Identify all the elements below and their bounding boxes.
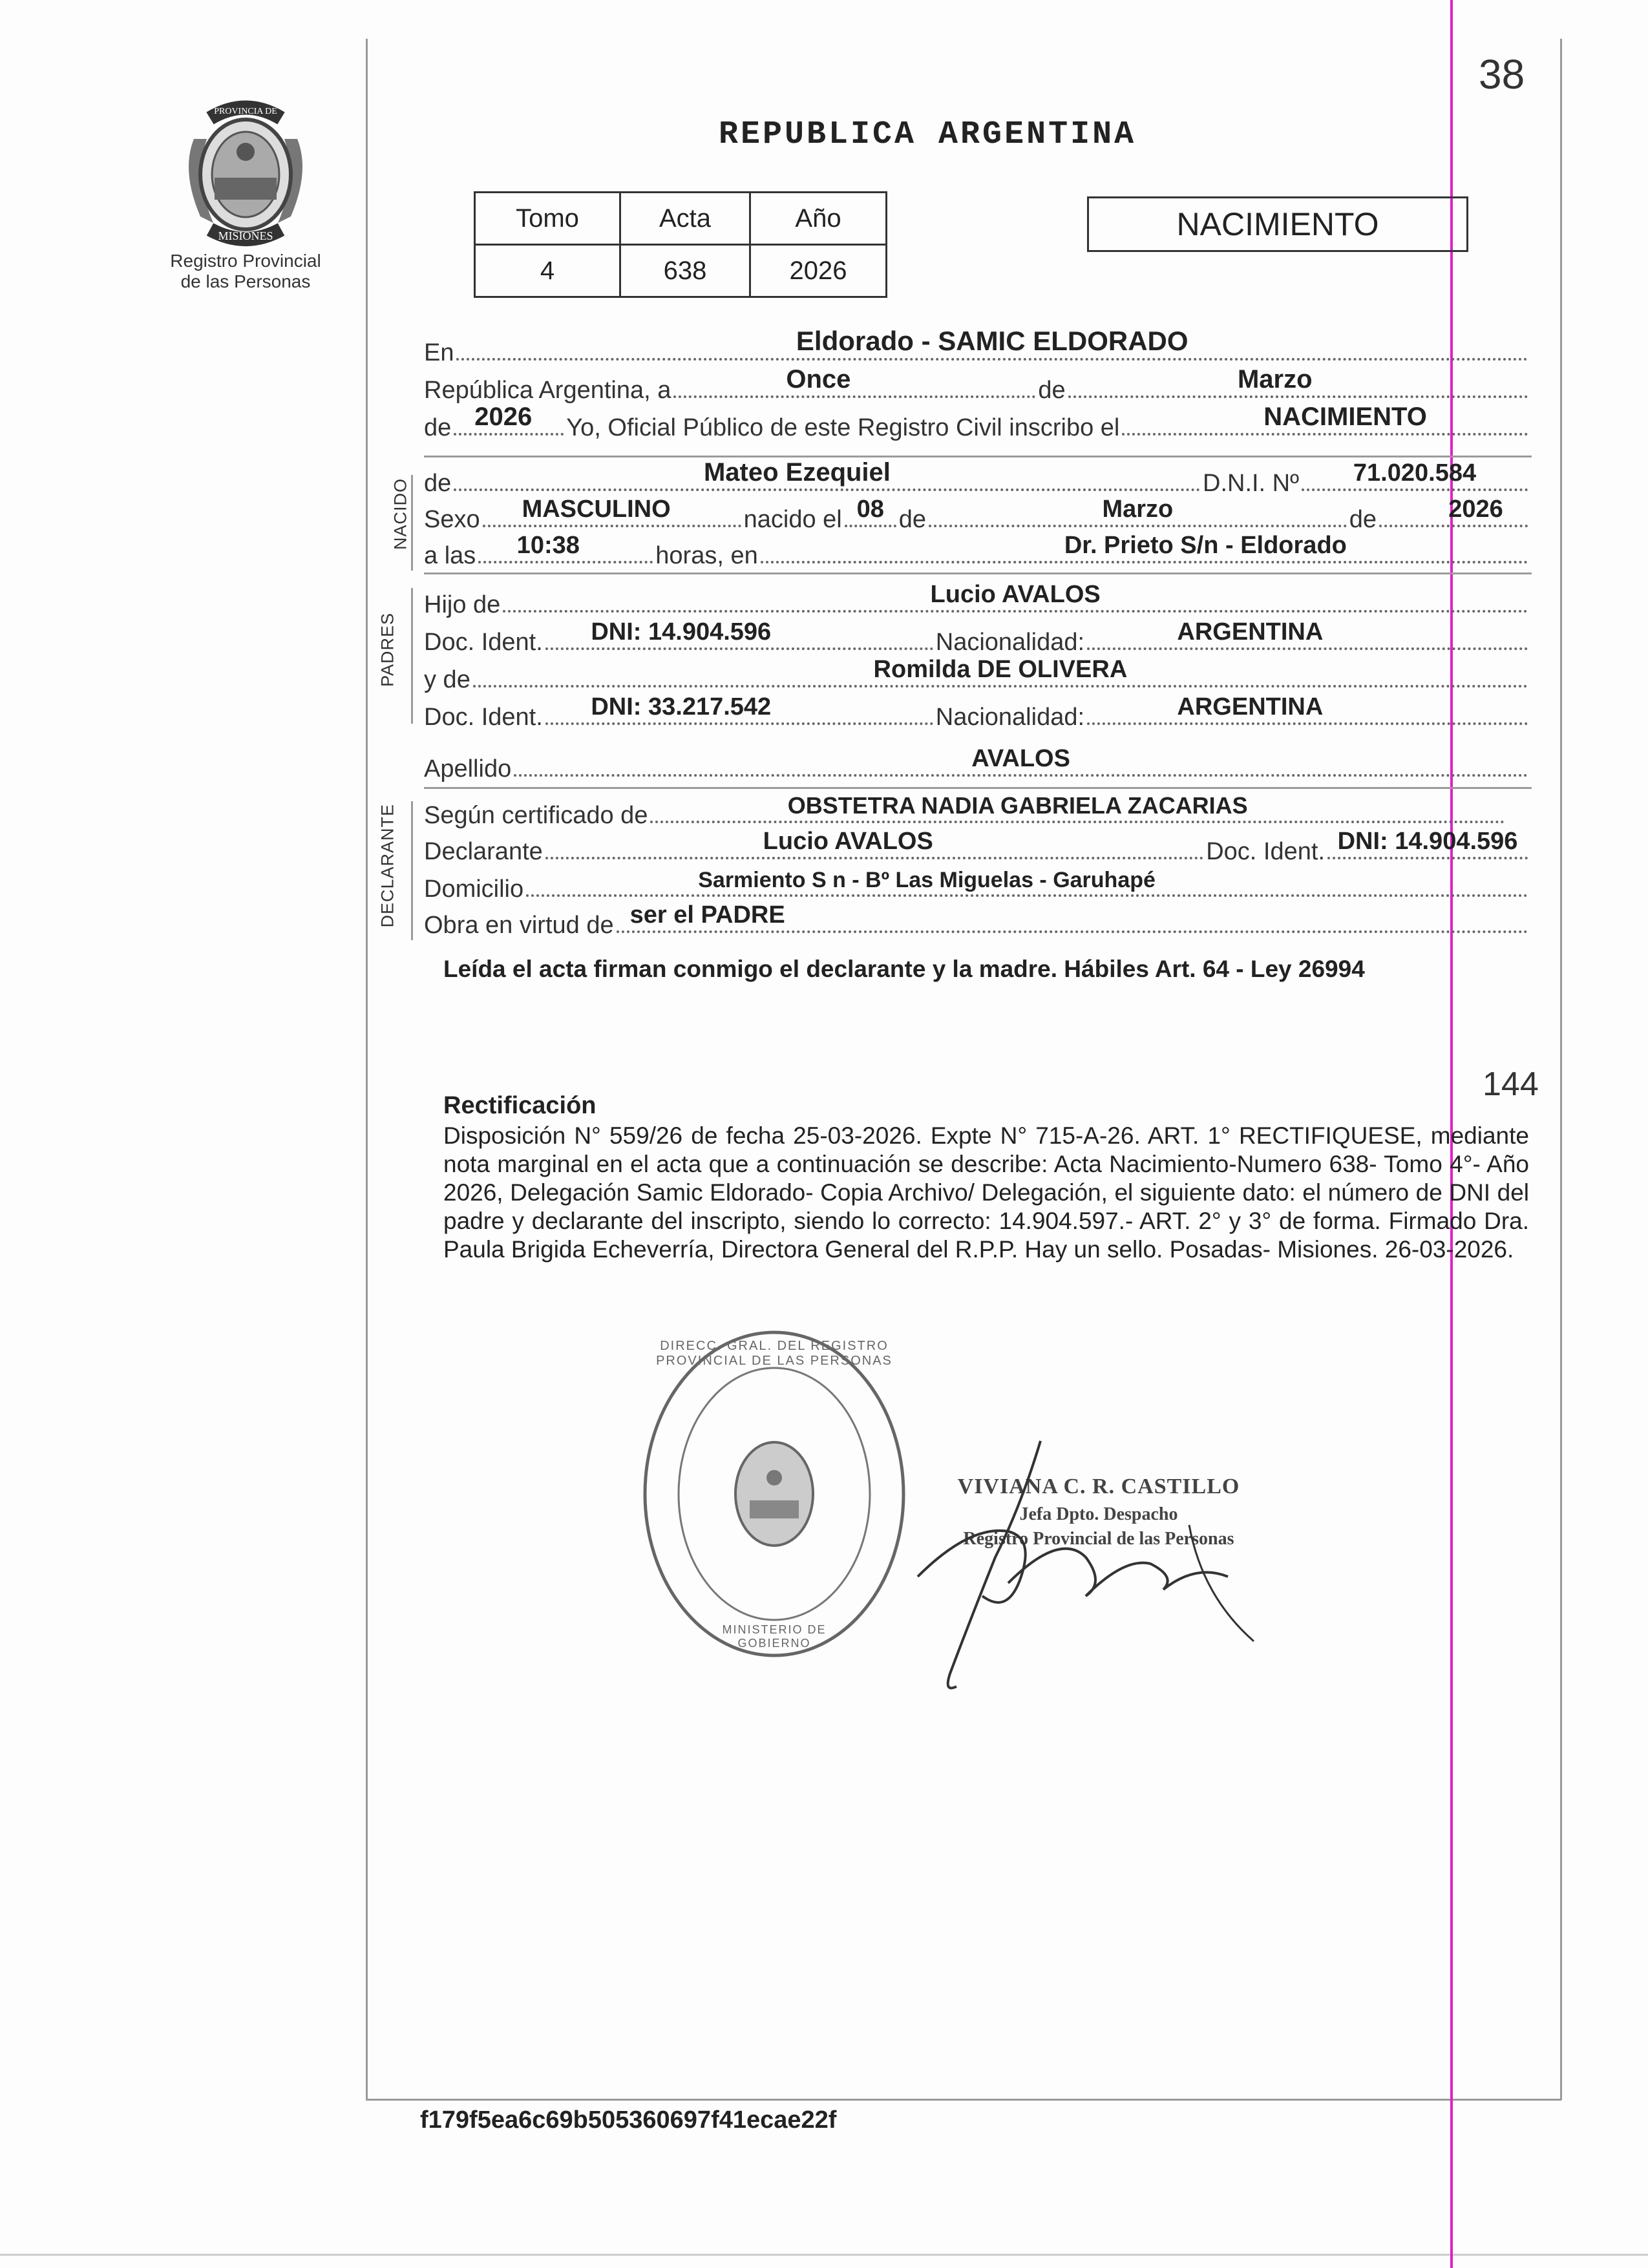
mother-nac-value: ARGENTINA — [1177, 693, 1324, 720]
obra-label: Obra en virtud de — [424, 912, 614, 939]
stamp-line1: VIVIANA C. R. CASTILLO — [957, 1475, 1240, 1498]
table-value-tomo: 4 — [475, 245, 620, 297]
birth-year-value: 2026 — [1448, 496, 1503, 523]
apellido-label: Apellido — [424, 755, 512, 782]
nacido-section-label: NACIDO — [390, 478, 410, 551]
place-value: Dr. Prieto S/n - Eldorado — [1064, 532, 1347, 559]
right-frame-line — [1560, 39, 1562, 2100]
name-value: Mateo Ezequiel — [703, 458, 891, 487]
page-bottom-edge — [0, 2254, 1648, 2256]
rectificacion-body: Disposición N° 559/26 de fecha 25-03-2026. Expte N° 715-A-26. ART. 1° RECTIFIQUESE, mediante nota marginal en el acta que a continuación se describe: Acta Nacimiento-Numero 638- Tomo 4°- Año 2026, Delegación Samic Eldorado- Copia Archivo/ Delegación, el siguiente dato: el número de DNI del padre y declarante del inscripto, siendo lo correcto: 14.904.597.- ART. 2° y 3° de forma. Firmado Dra. Paula Brigida Echeverría, Directora General del R.P.P. Hay un sello. Posadas- Misiones. 26-03-2026. — [443, 1122, 1529, 1263]
birth-day-value: 08 — [856, 496, 884, 523]
declarante-bracket — [411, 801, 413, 940]
rectificacion-title: Rectificación — [443, 1092, 597, 1119]
row-domicilio — [424, 868, 1530, 903]
mother-nac-label: Nacionalidad: — [935, 704, 1085, 731]
seal-inner-text: MINISTERIO DE GOBIERNO — [722, 1623, 827, 1650]
bottom-frame-line — [366, 2099, 1561, 2101]
en-label: En — [424, 339, 454, 366]
row-hijo-de — [424, 581, 1530, 619]
table-value-ano: 2026 — [750, 245, 887, 297]
table-header-ano: Año — [750, 193, 887, 245]
stamp-line2: Jefa Dpto. Despacho — [1019, 1504, 1178, 1524]
separator-1 — [424, 456, 1532, 457]
father-nac-value: ARGENTINA — [1177, 618, 1324, 646]
leida-text: Leída el acta firman conmigo el declarante y la madre. Hábiles Art. 64 - Ley 26994 — [443, 956, 1365, 982]
emblem-top-text: PROVINCIA DE — [214, 107, 277, 116]
row-en — [424, 326, 1530, 367]
left-frame-line — [366, 39, 368, 2100]
row-declarante — [424, 828, 1530, 866]
handwritten-signature — [892, 1428, 1280, 1699]
mother-doc-label: Doc. Ident. — [424, 704, 543, 731]
official-seal — [639, 1326, 910, 1662]
decl-doc-value: DNI: 14.904.596 — [1337, 828, 1518, 855]
alas-label: a las — [424, 542, 476, 569]
yde-label: y de — [424, 666, 470, 693]
de2-label: de — [424, 414, 452, 441]
inscribo-text: Yo, Oficial Público de este Registro Civil inscribo el — [566, 414, 1120, 441]
sexo-value: MASCULINO — [522, 496, 671, 523]
obra-value: ser el PADRE — [629, 901, 785, 929]
mother-value: Romilda DE OLIVERA — [873, 656, 1128, 683]
row-hora — [424, 532, 1530, 570]
decl-doc-label: Doc. Ident. — [1206, 838, 1325, 865]
table-value-acta: 638 — [620, 245, 750, 297]
row-sexo — [424, 496, 1530, 534]
father-nac-label: Nacionalidad: — [935, 629, 1085, 656]
row-father-doc — [424, 618, 1530, 656]
registry-table — [474, 191, 887, 298]
cert-value: OBSTETRA NADIA GABRIELA ZACARIAS — [787, 792, 1248, 819]
table-header-tomo: Tomo — [475, 193, 620, 245]
padres-section-label: PADRES — [377, 612, 397, 688]
father-doc-value: DNI: 14.904.596 — [591, 618, 772, 646]
nacido-el-label: nacido el — [743, 506, 842, 533]
padres-bracket — [411, 588, 413, 724]
page-number: 38 — [1479, 51, 1525, 98]
act-type-box: NACIMIENTO — [1087, 196, 1468, 252]
province-emblem-icon — [174, 100, 317, 249]
sexo-label: Sexo — [424, 506, 480, 533]
father-doc-label: Doc. Ident. — [424, 629, 543, 656]
nacido-de-label: de — [424, 470, 452, 497]
father-value: Lucio AVALOS — [930, 581, 1101, 608]
emblem-bottom-text: MISIONES — [218, 229, 273, 242]
logo-caption — [149, 251, 343, 292]
stamp-line3: Registro Provincial de las Personas — [963, 1529, 1234, 1549]
dom-label: Domicilio — [424, 876, 524, 903]
seal-icon — [639, 1326, 910, 1662]
en-value: Eldorado - SAMIC ELDORADO — [796, 326, 1188, 356]
month-value: Marzo — [1237, 365, 1313, 394]
declarante-section-label: DECLARANTE — [377, 803, 397, 928]
margin-number: 144 — [1483, 1066, 1539, 1103]
row-obra — [424, 901, 1530, 940]
mother-doc-value: DNI: 33.217.542 — [591, 693, 772, 720]
sexo-de-label: de — [898, 506, 927, 533]
row-certificado — [424, 792, 1530, 830]
birth-month-value: Marzo — [1102, 496, 1174, 523]
dom-value: Sarmiento S n - Bº Las Miguelas - Garuhapé — [698, 868, 1156, 892]
separator-2 — [424, 572, 1532, 574]
separator-3 — [424, 787, 1532, 789]
registry-logo — [174, 100, 317, 249]
row-fecha — [424, 365, 1530, 404]
republica-label: República Argentina, a — [424, 377, 671, 404]
time-value: 10:38 — [516, 532, 580, 559]
nacido-bracket — [411, 475, 413, 571]
horas-label: horas, en — [655, 542, 758, 569]
decl-label: Declarante — [424, 838, 543, 865]
row-inscribo — [424, 403, 1530, 442]
de-label: de — [1038, 377, 1066, 404]
decl-value: Lucio AVALOS — [763, 828, 933, 855]
document-title: REPUBLICA ARGENTINA — [719, 116, 1137, 153]
year-value: 2026 — [474, 403, 533, 431]
seal-ring-text: DIRECC. GRAL. DEL REGISTRO PROVINCIAL DE LAS PERSONAS — [656, 1339, 893, 1368]
logo-caption-line2: de las Personas — [180, 271, 311, 291]
day-value: Once — [786, 365, 851, 394]
inscribo-value: NACIMIENTO — [1263, 403, 1427, 431]
hijo-label: Hijo de — [424, 591, 501, 618]
row-nacido-nombre — [424, 458, 1530, 498]
apellido-value: AVALOS — [971, 745, 1070, 772]
cert-label: Según certificado de — [424, 802, 648, 829]
document-hash: f179f5ea6c69b505360697f41ecae22f — [420, 2106, 837, 2134]
row-apellido — [424, 745, 1530, 783]
dni-label: D.N.I. Nº — [1203, 470, 1299, 497]
dni-value: 71.020.584 — [1353, 459, 1477, 487]
row-mother-doc — [424, 693, 1530, 731]
logo-caption-line1: Registro Provincial — [170, 251, 321, 271]
table-header-acta: Acta — [620, 193, 750, 245]
sexo-de2-label: de — [1349, 506, 1377, 533]
row-y-de — [424, 656, 1530, 694]
